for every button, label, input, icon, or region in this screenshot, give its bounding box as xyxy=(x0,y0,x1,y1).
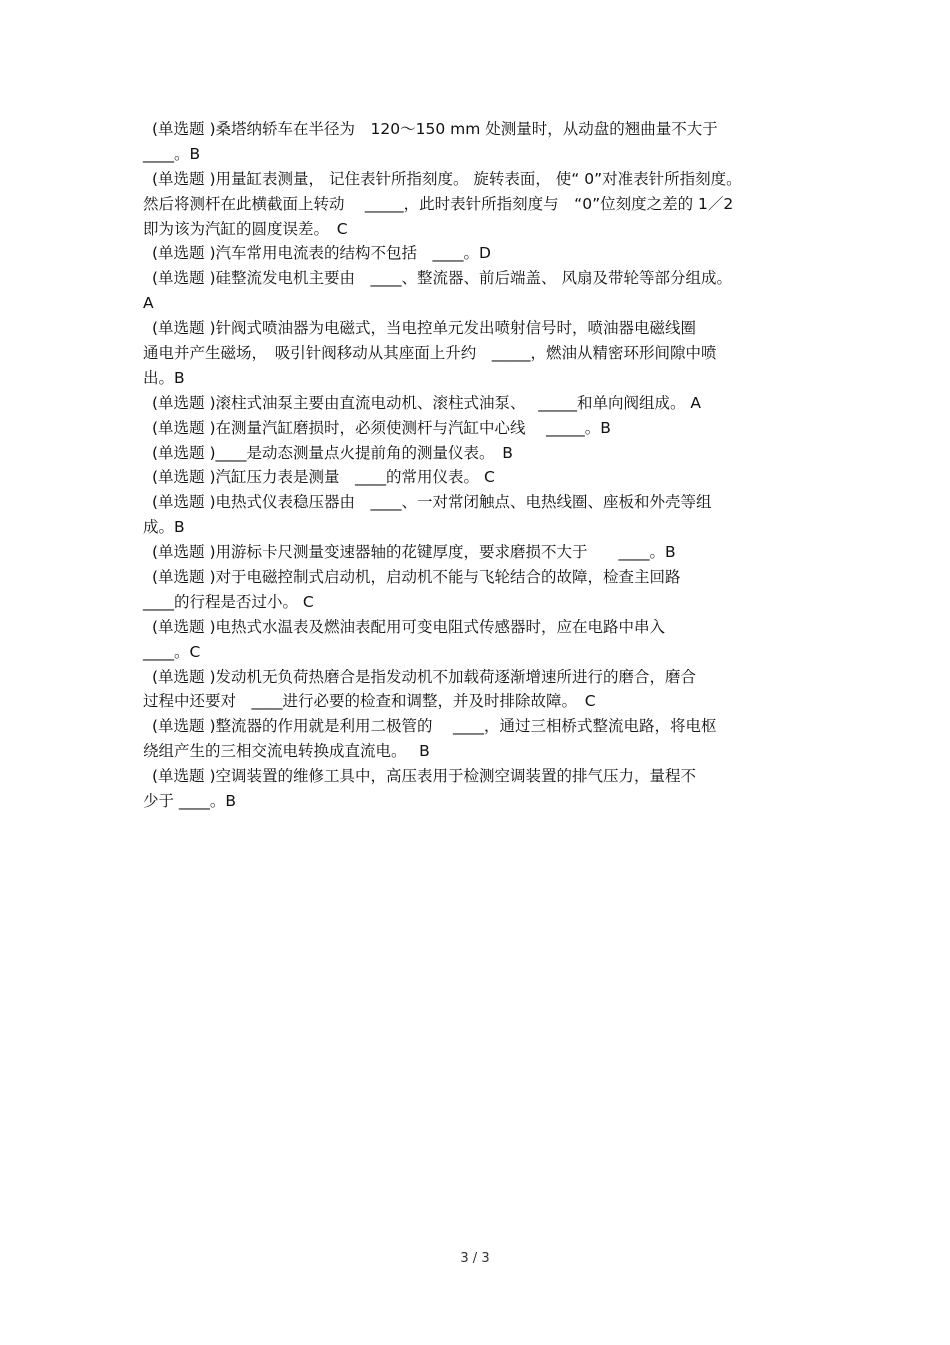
question-text-continuation: A xyxy=(143,294,154,313)
question-item xyxy=(143,416,823,441)
question-text: (单选题 )整流器的作用就是利用二极管的 ____，通过三相桥式整流电路，将电枢 xyxy=(152,717,717,736)
question-item xyxy=(143,241,823,266)
question-text-continuation: 然后将测杆在此横截面上转动 _____，此时表针所指刻度与 “0”位刻度之差的 1／2 xyxy=(143,194,734,213)
question-item xyxy=(143,615,823,665)
question-item xyxy=(143,490,823,540)
question-item xyxy=(143,266,823,316)
question-text-continuation: 过程中还要对 ____进行必要的检查和调整，并及时排除故障。 C xyxy=(143,692,596,711)
question-text: (单选题 )空调装置的维修工具中，高压表用于检测空调装置的排气压力，量程不 xyxy=(152,767,697,786)
question-text: (单选题 )硅整流发电机主要由 ____、整流器、前后端盖、 风扇及带轮等部分组成。 xyxy=(152,269,732,288)
question-text: (单选题 )发动机无负荷热磨合是指发动机不加载荷逐渐增速所进行的磨合，磨合 xyxy=(152,667,697,686)
question-text-continuation: 即为该为汽缸的圆度误差。 C xyxy=(143,219,348,238)
question-text: (单选题 )用游标卡尺测量变速器轴的花键厚度，要求磨损不大于 ____。B xyxy=(152,543,676,562)
question-text: (单选题 )针阀式喷油器为电磁式，当电控单元发出喷射信号时，喷油器电磁线圈 xyxy=(152,319,697,338)
question-text: (单选题 )汽缸压力表是测量 ____的常用仪表。 C xyxy=(152,468,495,487)
question-item xyxy=(143,540,823,565)
question-item xyxy=(143,117,823,167)
question-text: (单选题 )用量缸表测量， 记住表针所指刻度。 旋转表面， 使“ 0”对准表针所指刻度。 xyxy=(152,169,742,188)
question-item xyxy=(143,167,823,242)
question-text-continuation: 出。B xyxy=(143,368,185,387)
question-item xyxy=(143,665,823,715)
question-text: (单选题 )电热式仪表稳压器由 ____、一对常闭触点、电热线圈、座板和外壳等组 xyxy=(152,493,712,512)
question-text: (单选题 )电热式水温表及燃油表配用可变电阻式传感器时，应在电路中串入 xyxy=(152,617,666,636)
question-text: (单选题 )____是动态测量点火提前角的测量仪表。 B xyxy=(152,443,513,462)
question-item xyxy=(143,764,823,814)
question-text: (单选题 )汽车常用电流表的结构不包括 ____。D xyxy=(152,244,491,263)
question-text: (单选题 )对于电磁控制式启动机，启动机不能与飞轮结合的故障，检查主回路 xyxy=(152,568,681,587)
question-item xyxy=(143,441,823,466)
question-text: (单选题 )桑塔纳轿车在半径为 120～150 mm 处测量时，从动盘的翘曲量不大于 xyxy=(152,120,718,138)
question-item xyxy=(143,714,823,764)
question-item xyxy=(143,465,823,490)
question-text-continuation: 成。B xyxy=(143,518,185,537)
question-item xyxy=(143,316,823,391)
question-text-continuation: 少于 ____。B xyxy=(143,792,237,811)
question-list xyxy=(143,117,823,814)
question-text: (单选题 )在测量汽缸磨损时，必须使测杆与汽缸中心线 _____。B xyxy=(152,418,611,437)
question-text-continuation: 通电并产生磁场， 吸引针阀移动从其座面上升约 _____，燃油从精密环形间隙中喷 xyxy=(143,344,717,363)
question-text-continuation: ____的行程是否过小。 C xyxy=(143,592,314,611)
question-item xyxy=(143,391,823,416)
page-number: 3 / 3 xyxy=(460,1251,490,1266)
question-text-continuation: ____。B xyxy=(143,144,201,163)
question-text-continuation: 绕组产生的三相交流电转换成直流电。 B xyxy=(143,742,430,761)
question-item xyxy=(143,565,823,615)
question-text: (单选题 )滚柱式油泵主要由直流电动机、滚柱式油泵、 _____和单向阀组成。 A xyxy=(152,393,701,412)
question-text-continuation: ____。C xyxy=(143,642,201,661)
